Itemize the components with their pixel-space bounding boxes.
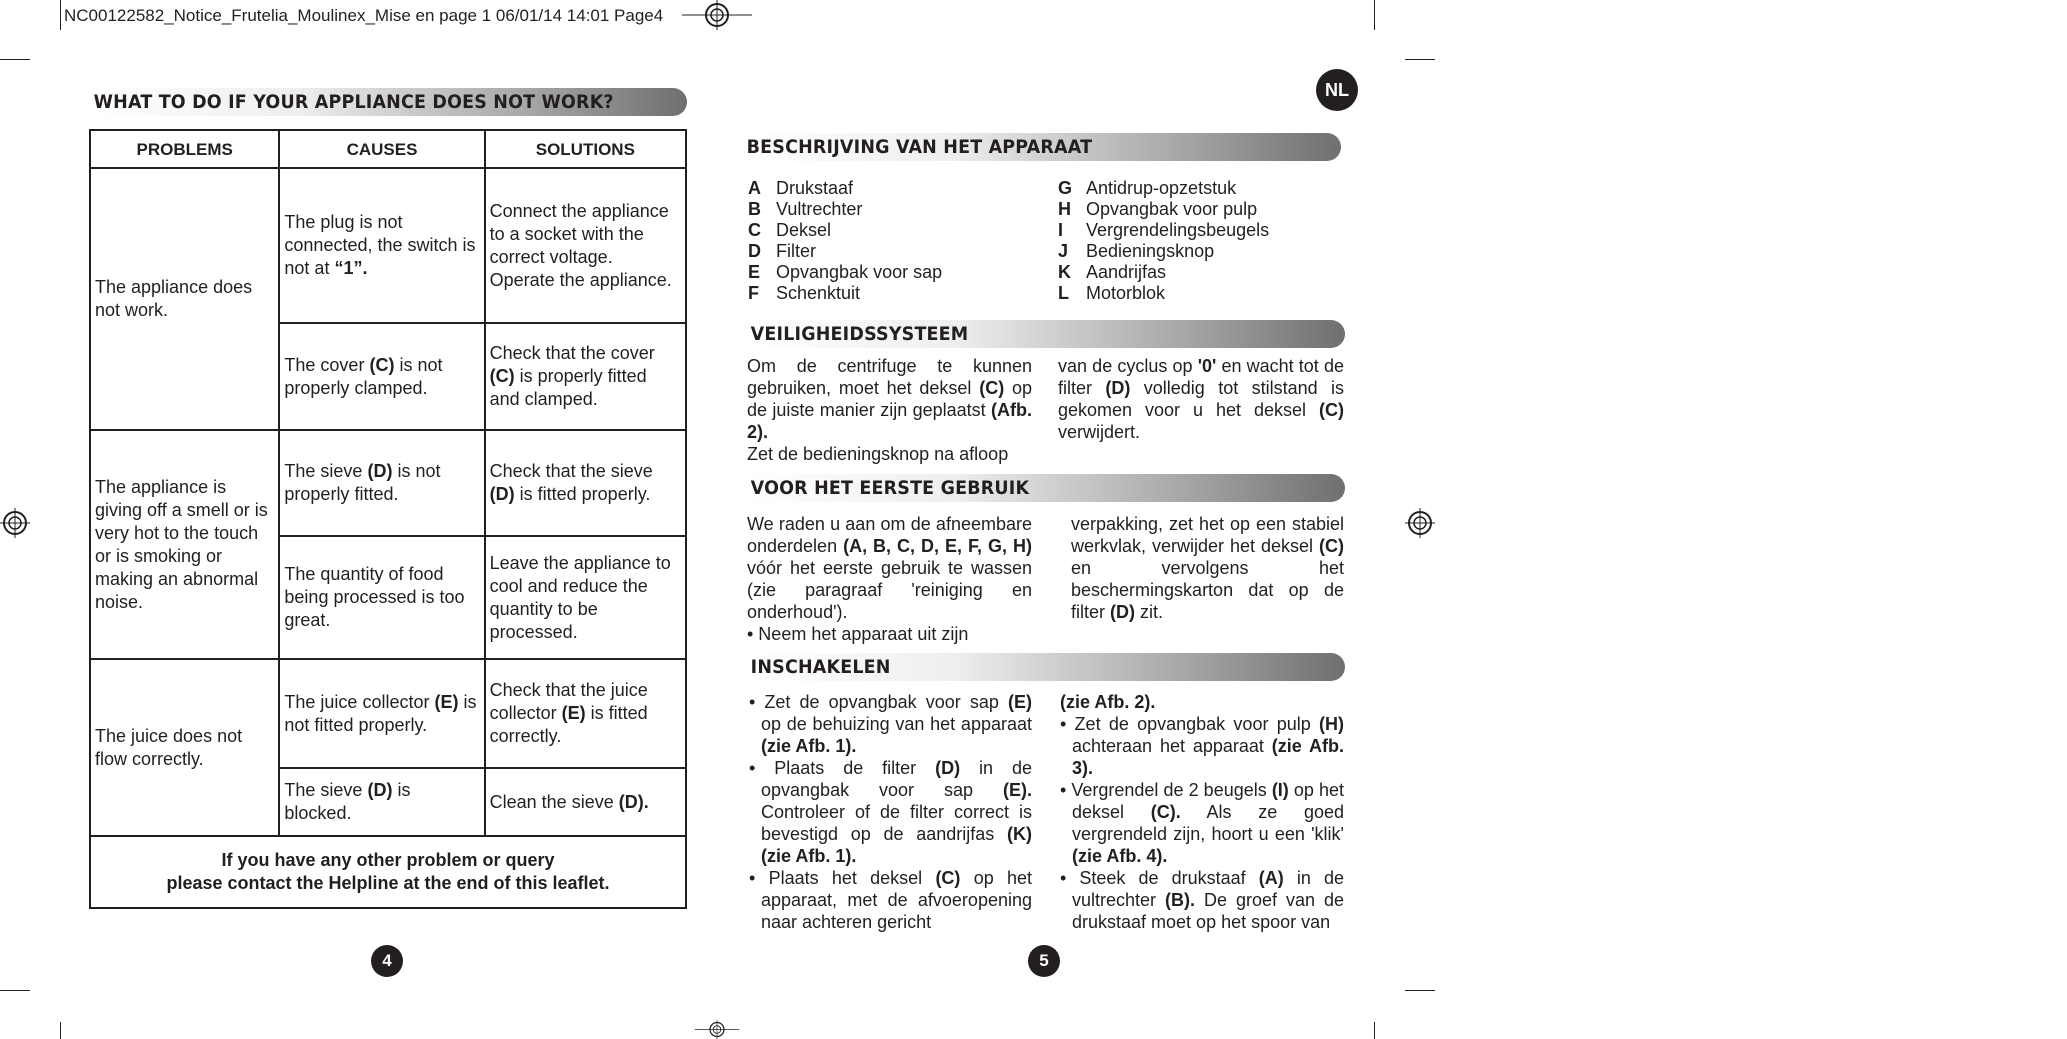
table-header-row bbox=[90, 130, 686, 168]
troubleshooting-table bbox=[89, 129, 687, 909]
print-header: NC00122582_Notice_Frutelia_Moulinex_Mise en page 1 06/01/14 14:01 Page4 bbox=[64, 6, 664, 25]
switch-on-text-left: • Zet de opvangbak voor sap (E) op de behuizing van het apparaat (zie Afb. 1). • Plaats de filter (D) in de opvangbak voor sap (E). Controleer of de filter correct is bevestigd op de aandrijfas (K) (zie Afb. 1). • Plaats het deksel (C) op het apparaat, met de afvoeropening naar achteren gericht bbox=[749, 692, 1033, 932]
legend-item: C Deksel bbox=[748, 220, 832, 240]
registration-mark-icon bbox=[682, 0, 752, 30]
switch-on-heading: INSCHAKELEN bbox=[750, 656, 891, 678]
crop-mark bbox=[60, 0, 61, 30]
problem-cell: The appliance is giving off a smell or is very hot to the touch or is smoking or making an abnormal noise. bbox=[90, 430, 279, 659]
solution-cell: Check that the juice collector (E) is fitted correctly. bbox=[485, 659, 686, 768]
registration-mark-icon bbox=[1405, 508, 1435, 538]
legend-item: H Opvangbak voor pulp bbox=[1058, 199, 1258, 219]
safety-heading: VEILIGHEIDSSYSTEEM bbox=[750, 323, 969, 345]
solution-cell: Check that the cover (C) is properly fitted and clamped. bbox=[485, 323, 686, 430]
legend-item: G Antidrup-opzetstuk bbox=[1058, 178, 1237, 198]
table-footer-row bbox=[90, 836, 686, 908]
crop-mark bbox=[1405, 990, 1435, 991]
cause-cell: The cover (C) is not properly clamped. bbox=[279, 323, 484, 430]
legend-item: D Filter bbox=[748, 241, 816, 261]
registration-mark-icon bbox=[682, 1020, 752, 1039]
legend-item: K Aandrijfas bbox=[1058, 262, 1167, 282]
crop-mark bbox=[1374, 1022, 1375, 1039]
problem-cell: The appliance does not work. bbox=[90, 168, 279, 430]
language-badge: NL bbox=[1316, 69, 1358, 111]
safety-text-left: Om de centrifuge te kunnen gebruiken, moet het deksel (C) op de juiste manier zijn geplaatst (Afb. 2). Zet de bedieningsknop na afloop bbox=[747, 356, 1032, 464]
column-header: PROBLEMS bbox=[90, 130, 279, 168]
cause-cell: The sieve (D) is not properly fitted. bbox=[279, 430, 484, 536]
cause-cell: The juice collector (E) is not fitted properly. bbox=[279, 659, 484, 768]
crop-mark bbox=[1374, 0, 1375, 30]
problem-cell: The juice does not flow correctly. bbox=[90, 659, 279, 836]
troubleshooting-heading: WHAT TO DO IF YOUR APPLIANCE DOES NOT WORK? bbox=[93, 91, 614, 113]
legend-item: E Opvangbak voor sap bbox=[748, 262, 943, 282]
crop-mark bbox=[60, 1022, 61, 1039]
crop-mark bbox=[0, 990, 30, 991]
solution-cell: Check that the sieve (D) is fitted properly. bbox=[485, 430, 686, 536]
column-header: CAUSES bbox=[279, 130, 484, 168]
crop-mark bbox=[1405, 59, 1435, 60]
table-row bbox=[90, 659, 686, 768]
switch-on-text-right: (zie Afb. 2). • Zet de opvangbak voor pulp (H) achteraan het apparaat (zie Afb. 3). • Vergrendel de 2 beugels (I) op het deksel (C). Als ze goed vergrendeld zijn, hoort u een 'klik' (zie Afb. 4). • Steek de drukstaaf (A) in de vultrechter (B). De groef van de drukstaaf moet op het spoor van bbox=[1060, 692, 1344, 932]
table-row bbox=[90, 430, 686, 536]
page-number: 5 bbox=[1028, 945, 1060, 977]
description-heading: BESCHRIJVING VAN HET APPARAAT bbox=[746, 136, 1093, 158]
parts-legend-left bbox=[748, 178, 942, 304]
crop-mark bbox=[0, 59, 30, 60]
safety-text-right: van de cyclus op '0' en wacht tot de filter (D) volledig tot stilstand is gekomen voor u het deksel (C) verwijdert. bbox=[1058, 356, 1344, 442]
first-use-text-left: We raden u aan om de afneembare onderdelen (A, B, C, D, E, F, G, H) vóór het eerste gebruik te wassen (zie paragraaf 'reiniging en onderhoud'). • Neem het apparaat uit zijn bbox=[747, 514, 1032, 644]
legend-item: F Schenktuit bbox=[748, 283, 861, 303]
solution-cell: Clean the sieve (D). bbox=[485, 768, 686, 836]
parts-legend-right bbox=[1058, 178, 1269, 304]
helpline-note: If you have any other problem or query please contact the Helpline at the end of this leaflet. bbox=[90, 836, 686, 908]
legend-item: B Vultrechter bbox=[748, 199, 863, 219]
solution-cell: Connect the appliance to a socket with the correct voltage. Operate the appliance. bbox=[485, 168, 686, 323]
legend-item: I Vergrendelingsbeugels bbox=[1058, 220, 1270, 240]
legend-item: L Motorblok bbox=[1058, 283, 1166, 303]
column-header: SOLUTIONS bbox=[485, 130, 686, 168]
legend-item: A Drukstaaf bbox=[748, 178, 854, 198]
registration-mark-icon bbox=[0, 508, 30, 538]
first-use-text-right: verpakking, zet het op een stabiel werkvlak, verwijder het deksel (C) en vervolgens het beschermingskarton dat op de filter (D) zit. bbox=[1071, 514, 1344, 622]
cause-cell: The quantity of food being processed is too great. bbox=[279, 536, 484, 659]
page-number: 4 bbox=[371, 945, 403, 977]
cause-cell: The plug is not connected, the switch is not at “1”. bbox=[279, 168, 484, 323]
cause-cell: The sieve (D) is blocked. bbox=[279, 768, 484, 836]
table-row bbox=[90, 168, 686, 323]
legend-item: J Bedieningsknop bbox=[1058, 241, 1215, 261]
solution-cell: Leave the appliance to cool and reduce the quantity to be processed. bbox=[485, 536, 686, 659]
first-use-heading: VOOR HET EERSTE GEBRUIK bbox=[750, 477, 1030, 499]
